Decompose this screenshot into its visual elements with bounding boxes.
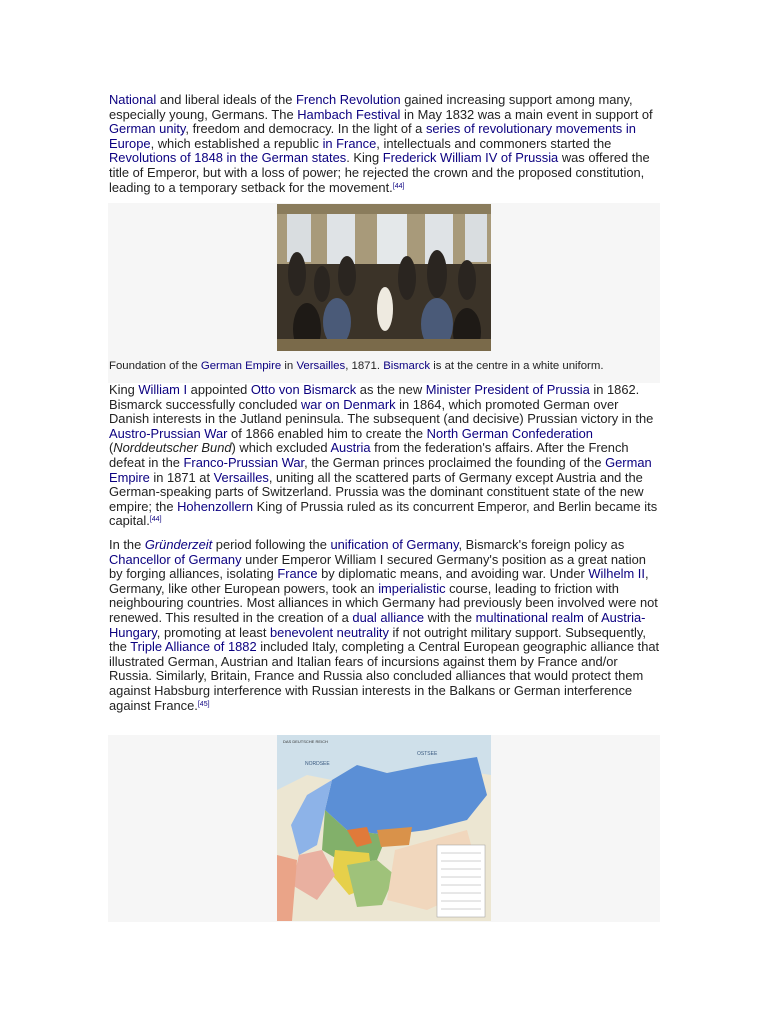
text-run: and liberal ideals of the — [156, 92, 297, 107]
text-run: from the federation's affairs. After the French defeat in the — [109, 440, 629, 470]
paragraph-national-ideals — [109, 93, 661, 195]
versailles-painting-image[interactable] — [277, 204, 491, 351]
inline-link[interactable]: North German Confederation — [426, 425, 593, 441]
footnote-ref-link[interactable]: [44] — [392, 182, 405, 190]
text-run: with the — [424, 609, 476, 625]
text-run: ) which excluded — [231, 440, 331, 456]
inline-link[interactable]: imperialistic — [378, 580, 446, 596]
inline-link[interactable]: series of revolutionary movements in Europe — [109, 121, 636, 151]
text-run: under Emperor William I secured Germany's position as a great nation by forging alliances, isolating — [109, 551, 646, 582]
text-run: course, leading to friction with neighbouring countries. Most alliances in which Germany had previously been involved were not renewed. This resulted in the creation of a — [109, 580, 658, 625]
inline-link[interactable]: Minister President of Prussia — [425, 382, 590, 397]
inline-link[interactable]: Chancellor of Germany — [109, 551, 242, 567]
inline-link[interactable]: Bismarck — [383, 360, 431, 372]
paragraph-text — [109, 93, 661, 195]
text-run: , uniting all the scattered parts of Germany except Austria and the German-speaking parts of Switzerland. Prussia was the dominant constituent state of the new empire; the — [109, 469, 644, 514]
inline-link[interactable]: Wilhelm II — [588, 566, 645, 582]
text-run: , freedom and democracy. In the light of a — [185, 121, 426, 137]
inline-link[interactable]: dual alliance — [352, 609, 425, 625]
text-run: , the German princes proclaimed the founding of the — [304, 454, 606, 470]
inline-link[interactable]: Triple Alliance of 1882 — [130, 639, 257, 655]
inline-link[interactable]: German Empire — [200, 360, 282, 372]
text-run: was offered the title of Emperor, but with a loss of power; he rejected the crown and the proposed constitution, leading to a temporary setback for the movement. — [109, 150, 650, 195]
text-run: , which established a republic — [150, 135, 323, 151]
inline-link[interactable]: Austro-Prussian War — [109, 425, 228, 441]
footnote-ref-link[interactable]: [44] — [149, 516, 162, 524]
text-run: in — [281, 360, 297, 372]
inline-link[interactable]: unification of Germany — [330, 537, 459, 552]
inline-link[interactable]: Versailles — [296, 360, 346, 372]
text-run: as the new — [356, 382, 426, 397]
inline-link[interactable]: William I — [138, 382, 188, 397]
text-run: . King — [346, 150, 383, 166]
inline-link[interactable]: Hohenzollern — [177, 498, 254, 514]
inline-link[interactable]: war on Denmark — [301, 396, 396, 412]
inline-link[interactable]: Austria-Hungary — [109, 609, 646, 640]
text-run: , 1871. — [345, 360, 384, 372]
figure-caption-versailles — [109, 359, 661, 373]
inline-link[interactable]: Otto von Bismarck — [250, 382, 357, 397]
inline-link[interactable]: benevolent neutrality — [270, 624, 389, 640]
inline-link[interactable]: French Revolution — [296, 92, 401, 107]
paragraph-william-bismarck — [109, 383, 661, 529]
inline-link[interactable]: multinational realm — [475, 609, 584, 625]
inline-link[interactable]: in France — [322, 135, 377, 151]
text-run: of 1866 enabled him to create the — [227, 425, 427, 441]
inline-link[interactable]: Austria — [330, 440, 371, 456]
text-run: period following the — [212, 537, 331, 552]
map-label-nordsee: NORDSEE — [305, 761, 330, 767]
text-run: appointed — [187, 382, 251, 397]
text-run: , Bismarck's foreign policy as — [458, 537, 625, 552]
text-run: in 1871 at — [149, 469, 214, 485]
inline-link[interactable]: France — [277, 566, 318, 582]
inline-link[interactable]: Revolutions of 1848 in the German states — [109, 150, 347, 166]
paragraph-text — [109, 538, 661, 713]
text-run: is at the centre in a white uniform. — [430, 360, 604, 372]
paragraph-text — [109, 383, 661, 529]
text-run: In the — [109, 537, 145, 552]
text-run: Foundation of the — [109, 360, 201, 372]
inline-link[interactable]: Franco-Prussian War — [183, 454, 305, 470]
caption-text — [109, 359, 661, 373]
inline-link[interactable]: Versailles — [213, 469, 269, 485]
text-run: of — [583, 609, 602, 625]
map-label-ostsee: OSTSEE — [417, 751, 438, 757]
inline-link[interactable]: Hambach Festival — [297, 106, 401, 122]
text-run: , intellectuals and commoners started the — [376, 135, 612, 151]
text-run: gained increasing support among many, especially young, Germans. The — [109, 92, 633, 122]
text-run: King of Prussia ruled as its concurrent Emperor, and Berlin became its capital. — [109, 498, 658, 529]
text-run: ( — [109, 440, 114, 456]
inline-link[interactable]: Frederick William IV of Prussia — [382, 150, 559, 166]
map-title: DAS DEUTSCHE REICH — [283, 739, 328, 744]
text-run: included Italy, completing a Central European geographic alliance that illustrated German, Austrian and Italian fears of incursions against them by France and/or Russia. Similarly, Britain, France and Russia also concluded alliances that would protect them against Habsburg interference with Russian interests in the Balkans or German interference against France. — [109, 639, 660, 713]
text-run: , promoting at least — [156, 624, 270, 640]
text-run: King — [109, 382, 139, 397]
inline-link[interactable]: German Empire — [109, 454, 652, 485]
inline-link[interactable]: National — [109, 92, 157, 107]
german-empire-map-image[interactable] — [277, 735, 491, 921]
text-run: in May 1832 was a main event in support of — [400, 106, 653, 122]
text-run: in 1862. Bismarck successfully concluded — [109, 382, 640, 412]
paragraph-grunderzeit — [109, 538, 661, 713]
footnote-ref-link[interactable]: [45] — [197, 700, 210, 708]
text-run: if not outright military support. Subsequently, the — [109, 624, 646, 655]
inline-link[interactable]: German unity — [109, 121, 186, 137]
text-run: Norddeutscher Bund — [113, 440, 232, 456]
text-run: by diplomatic means, and avoiding war. Under — [317, 566, 589, 582]
inline-link[interactable]: Gründerzeit — [144, 537, 213, 552]
text-run: in 1864, which promoted German over Danish interests in the Jutland peninsula. The subsequent (and decisive) Prussian victory in the — [109, 396, 654, 427]
text-run: , Germany, like other European powers, took an — [109, 566, 649, 596]
